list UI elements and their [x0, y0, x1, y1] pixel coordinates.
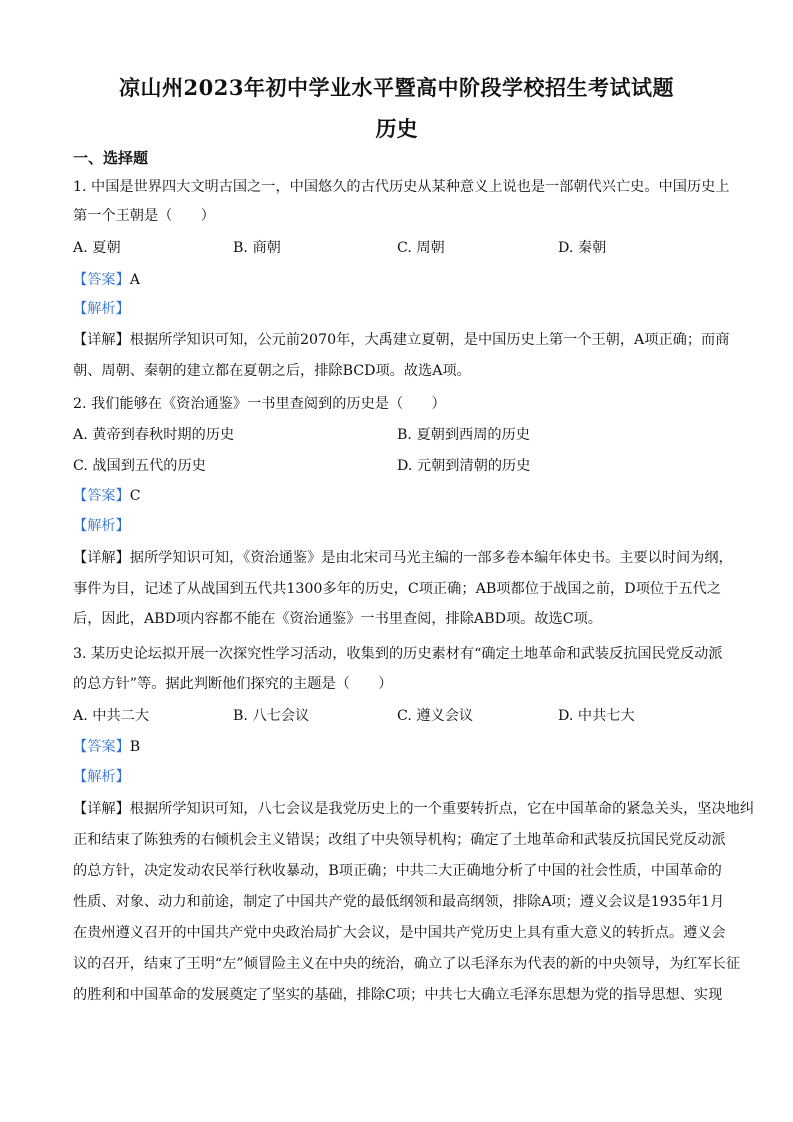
q3-option-a: A. 中共二大: [73, 708, 150, 724]
q2-analysis-label: 【解析】: [73, 518, 130, 534]
q3-detail-line4: 性质、对象、动力和前途，制定了中国共产党的最低纲领和最高纲领，排除A项；遵义会议是1935年1月: [73, 894, 725, 910]
q3-option-b: B. 八七会议: [233, 708, 310, 724]
q2-option-a: A. 黄帝到春秋时期的历史: [73, 427, 235, 443]
q3-stem-line2: 的总方针”等。据此判断他们探究的主题是（ ）: [73, 676, 393, 692]
q2-option-b: B. 夏朝到西周的历史: [397, 427, 530, 443]
q3-option-c: C. 遵义会议: [397, 708, 474, 724]
q3-detail-line5: 在贵州遵义召开的中国共产党中央政治局扩大会议，是中国共产党历史上具有重大意义的转折点。遵义会: [73, 925, 726, 941]
detail-label: 【详解】: [73, 550, 130, 566]
q3-detail-line6: 议的召开，结束了王明“左”倾冒险主义在中央的统治，确立了以毛泽东为代表的新的中央领导，为红军长征: [73, 956, 741, 972]
q3-stem-line1: 3. 某历史论坛拟开展一次探究性学习活动，收集到的历史素材有“确定土地革命和武装反抗国民党反动派: [73, 646, 723, 662]
page-title: 凉山州2023年初中学业水平暨高中阶段学校招生考试试题: [119, 75, 674, 100]
q3-detail-line2: 正和结束了陈独秀的右倾机会主义错误；改组了中央领导机构；确定了土地革命和武装反抗国民党反动派: [73, 832, 726, 848]
q2-detail-line2: 事件为目，记述了从战国到五代共1300多年的历史，C项正确；AB项都位于战国之前，D项位于五代之: [73, 581, 721, 597]
q3-option-d: D. 中共七大: [558, 708, 635, 724]
q1-option-d: D. 秦朝: [558, 240, 607, 256]
detail-label: 【详解】: [73, 801, 130, 817]
q3-detail-line7: 的胜利和中国革命的发展奠定了坚实的基础，排除C项；中共七大确立毛泽东思想为党的指导思想、实现: [73, 987, 723, 1003]
q2-option-c: C. 战国到五代的历史: [73, 458, 206, 474]
q2-stem-line1: 2. 我们能够在《资治通鉴》一书里查阅到的历史是（ ）: [73, 396, 446, 412]
q1-detail-line1: 【详解】根据所学知识可知，公元前2070年，大禹建立夏朝，是中国历史上第一个王朝，A项正确；而商: [73, 332, 730, 348]
q1-stem-line1: 1. 中国是世界四大文明古国之一，中国悠久的古代历史从某种意义上说也是一部朝代兴亡史。中国历史上: [73, 179, 730, 195]
q1-detail-line2: 朝、周朝、秦朝的建立都在夏朝之后，排除BCD项。故选A项。: [73, 363, 471, 379]
q3-answer: [73, 737, 721, 757]
q1-answer: [73, 270, 721, 290]
answer-label: 【答案】: [73, 739, 130, 755]
q1-option-b: B. 商朝: [233, 240, 281, 256]
section-heading: 一、选择题: [73, 149, 149, 167]
q2-option-d: D. 元朝到清朝的历史: [397, 458, 531, 474]
q3-detail-line1: 【详解】根据所学知识可知，八七会议是我党历史上的一个重要转折点，它在中国革命的紧急关头，坚决地纠: [73, 801, 755, 817]
q1-option-a: A. 夏朝: [73, 240, 121, 256]
q2-answer: [73, 486, 721, 506]
q2-detail-line3: 后，因此，ABD项内容都不能在《资治通鉴》一书里查阅，排除ABD项。故选C项。: [73, 611, 602, 627]
q2-detail-line1: 【详解】据所学知识可知，《资治通鉴》是由北宋司马光主编的一部多卷本编年体史书。主要以时间为纲，: [73, 550, 733, 566]
q3-detail-line3: 的总方针，决定发动农民举行秋收暴动，B项正确；中共二大正确地分析了中国的社会性质，中国革命的: [73, 863, 722, 879]
answer-value: C: [129, 488, 141, 504]
q1-analysis-label: 【解析】: [73, 301, 130, 317]
q1-stem-line2: 第一个王朝是（ ）: [73, 208, 215, 224]
subject-title: 历史: [375, 116, 418, 141]
answer-value: A: [129, 272, 141, 288]
answer-label: 【答案】: [73, 272, 130, 288]
detail-label: 【详解】: [73, 332, 130, 348]
answer-label: 【答案】: [73, 488, 130, 504]
q1-option-c: C. 周朝: [397, 240, 445, 256]
q3-analysis-label: 【解析】: [73, 769, 130, 785]
answer-value: B: [129, 739, 141, 755]
